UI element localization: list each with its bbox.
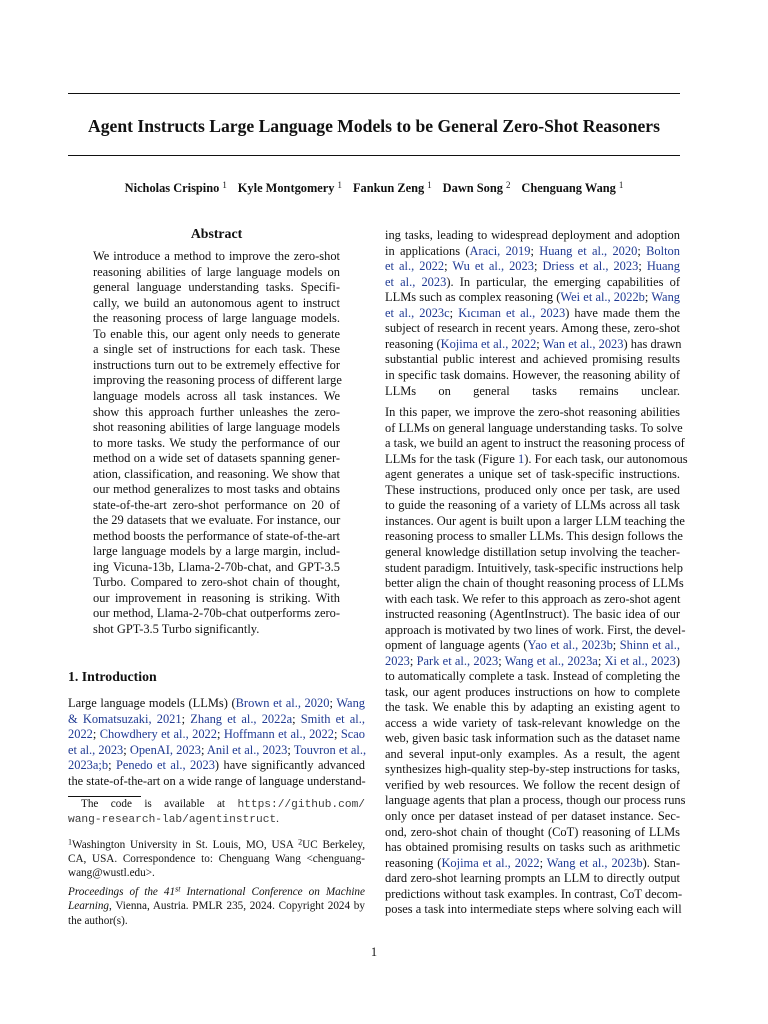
- citation-link[interactable]: Wang: [336, 696, 366, 711]
- text-run: substantial public interest and achieved promising results: [385, 352, 680, 367]
- italic-text: Proceedings of the: [68, 885, 164, 898]
- text-line: [68, 914, 365, 929]
- citation-link[interactable]: 2023: [385, 653, 410, 668]
- author: [521, 181, 623, 195]
- text-line: [93, 420, 340, 436]
- text-run: our method generalizes to most tasks and obtains: [93, 482, 340, 497]
- citation-link[interactable]: OpenAI, 2023: [129, 742, 202, 757]
- text-line: [385, 337, 680, 353]
- text-line: [93, 622, 340, 638]
- text-run: , Vienna, Austria. PMLR 235, 2024. Copyright 2024 by: [109, 900, 365, 913]
- citation-link[interactable]: Scao: [340, 727, 365, 742]
- text-run: dard zero-shot learning prompts an LLM to directly output: [385, 871, 680, 886]
- text-line: [93, 265, 340, 281]
- text-line: [385, 451, 688, 468]
- text-run: a single set of instructions for each task. These: [93, 342, 340, 357]
- text-line: [93, 296, 340, 312]
- footnote-proceedings: [68, 885, 365, 929]
- text-line: [385, 483, 680, 499]
- text-run: ;: [597, 653, 605, 668]
- text-run: Turbo. Compared to zero-shot chain of thought,: [93, 575, 340, 590]
- text-run: These instructions, produced only once per task, are used: [385, 482, 680, 497]
- text-line: [385, 306, 680, 322]
- text-run: shot GPT-3.5 Turbo significantly.: [93, 621, 260, 636]
- text-line: [93, 280, 340, 296]
- text-run: to more tasks. We study the performance of our: [93, 435, 340, 450]
- text-run: instructed reasoning (AgentInstruct). The basic idea of our: [385, 607, 680, 622]
- text-line: [385, 513, 685, 530]
- text-run: language agents that plan a process, though our process runs: [385, 793, 686, 808]
- text-run: synthesizes high-quality step-by-step instructions for tasks,: [385, 762, 680, 777]
- text-run: large language models by a large margin, includ-: [93, 544, 340, 559]
- text-run: ;: [333, 727, 341, 742]
- text-run: approach is motivated by two lines of work. First, the devel-: [385, 622, 686, 637]
- text-line: [93, 560, 340, 576]
- text-line: [385, 529, 683, 545]
- introduction-paragraph: [68, 696, 365, 789]
- author-affiliation-mark: 1: [222, 180, 227, 191]
- text-run: In this paper, we improve the zero-shot reasoning abilities: [385, 405, 680, 420]
- text-run: the task. We enable this by adapting an existing agent to: [385, 700, 680, 715]
- author: [353, 181, 432, 195]
- text-line: [385, 228, 680, 244]
- text-run: .: [276, 813, 279, 825]
- text-run: method on a wide set of datasets spanning gener-: [93, 451, 340, 466]
- text-run: ;: [637, 243, 647, 258]
- author: [238, 181, 342, 195]
- citation-link[interactable]: Wang et al., 2023a: [504, 653, 598, 668]
- text-line: [93, 529, 340, 545]
- text-run: poses a task into intermediate steps where solving each will: [385, 902, 682, 917]
- text-line: [93, 311, 340, 327]
- text-line: [68, 885, 365, 900]
- text-run: subject of research in recent years. Among these, zero-shot: [385, 321, 680, 336]
- citation-link[interactable]: 2022: [68, 727, 93, 742]
- text-run: LLMs such as complex reasoning (: [385, 290, 561, 305]
- text-run: the state-of-the-art on a wide range of language understand-: [68, 773, 366, 788]
- text-line: [93, 606, 340, 622]
- text-line: [385, 498, 680, 514]
- text-line: [93, 389, 340, 405]
- text-run: wang@wustl.edu>.: [68, 867, 155, 879]
- text-line: [93, 544, 340, 560]
- superscript: st: [175, 884, 181, 894]
- citation-link[interactable]: Huang et al., 2020: [539, 243, 638, 258]
- text-run: ;: [530, 243, 540, 258]
- text-line: [68, 866, 365, 880]
- text-line: [93, 513, 340, 529]
- citation-link[interactable]: Smith et al.,: [300, 711, 365, 726]
- author-name: Kyle Montgomery: [237, 181, 335, 195]
- text-line: [68, 852, 365, 866]
- text-line: [385, 420, 683, 437]
- text-run: student paradigm. Intuitively, task-specific instructions help: [385, 560, 683, 575]
- text-line: [385, 622, 686, 639]
- code-url-link[interactable]: https://github.com/: [237, 799, 365, 811]
- text-line: [385, 654, 680, 670]
- text-line: [93, 575, 340, 591]
- text-line: [385, 592, 680, 608]
- text-run: has obtained promising results on tasks such as arithmetic: [385, 840, 680, 855]
- citation-link[interactable]: Anil et al., 2023: [206, 742, 288, 757]
- text-line: [385, 825, 680, 841]
- text-line: [385, 368, 680, 384]
- citation-link[interactable]: Bolton: [646, 243, 680, 258]
- text-line: [68, 797, 365, 812]
- text-line: [68, 743, 365, 759]
- text-run: with each task. We refer to this approach as zero-shot agent: [385, 591, 681, 606]
- author-affiliation-mark: 2: [505, 180, 511, 191]
- citation-link[interactable]: Zhang et al., 2022a: [190, 711, 293, 726]
- citation-link[interactable]: Kıcıman et al., 2023: [458, 305, 566, 320]
- citation-link[interactable]: Wang: [651, 290, 681, 305]
- text-run: ;: [181, 711, 191, 726]
- abstract-heading: Abstract: [190, 226, 243, 241]
- superscript: 2: [298, 837, 303, 847]
- text-run: verified by web resources. We follow the recent design of: [385, 777, 680, 792]
- text-run: We introduce a method to improve the zero-shot: [93, 249, 340, 264]
- page-number: 1: [370, 945, 378, 959]
- text-line: [385, 244, 680, 260]
- text-run: a task, we build an agent to instruct the reasoning process of: [385, 436, 685, 451]
- text-run: ). For each task, our autonomous: [524, 451, 688, 466]
- text-line: [385, 436, 685, 452]
- text-line: [68, 758, 365, 774]
- author-affiliation-mark: 1: [337, 180, 342, 191]
- citation-link[interactable]: Wan et al., 2023: [542, 336, 624, 351]
- text-line: [385, 576, 684, 592]
- text-run: general knowledge distillation setup involving the teacher-: [385, 544, 680, 559]
- author-name: Nicholas Crispino: [124, 181, 220, 195]
- author-affiliation-mark: 1: [618, 180, 624, 191]
- text-run: access a wide variety of task-relevant knowledge on the: [385, 715, 680, 730]
- text-run: Washington University in St. Louis, MO, USA: [72, 839, 299, 851]
- text-run: agent generates a unique set of task-specific instructions.: [385, 467, 680, 482]
- text-run: to guide the reasoning of a variety of LLMs across all task: [385, 498, 680, 513]
- text-line: [385, 352, 680, 368]
- text-run: The code is available at: [81, 798, 238, 810]
- text-line: [385, 290, 680, 306]
- text-line: [385, 886, 683, 903]
- text-line: [93, 451, 340, 467]
- text-run: opment of language agents (: [385, 638, 528, 653]
- text-line: [385, 793, 686, 809]
- text-run: ) have made them the: [565, 305, 681, 320]
- text-run: ing Vicuna-13b, Llama-2-70b-chat, and GPT-3.5: [93, 559, 340, 574]
- text-run: reasoning abilities of large language models on: [93, 264, 340, 279]
- text-run: and several input-only examples. As a result, the agent: [385, 746, 680, 761]
- text-line: [385, 809, 680, 825]
- text-run: LLMs for the task (Figure: [385, 451, 518, 466]
- text-line: [385, 321, 680, 337]
- text-run: ;: [108, 758, 116, 773]
- text-line: [385, 871, 680, 887]
- text-line: [385, 840, 680, 856]
- citation-link[interactable]: Penedo et al., 2023: [115, 758, 215, 773]
- text-run: instructions turn out to be extremely effective for: [93, 357, 340, 372]
- citation-link[interactable]: Huang: [646, 259, 680, 274]
- text-line: [385, 762, 680, 778]
- text-run: ;: [449, 305, 459, 320]
- text-run: method boosts the performance of state-of-the-art: [93, 528, 340, 543]
- text-line: [385, 778, 680, 794]
- text-run: ;: [123, 742, 130, 757]
- text-run: reasoning process to smaller LLMs. This design follows the: [385, 529, 683, 544]
- text-run: our improvement in reasoning is striking. With: [93, 590, 340, 605]
- text-line: [385, 856, 680, 872]
- text-run: instances. Our agent is built upon a larger LLM teaching the: [385, 513, 685, 528]
- citation-link[interactable]: Driess et al., 2023: [542, 259, 639, 274]
- text-line: [93, 358, 340, 374]
- title-rule-top: [68, 93, 680, 94]
- text-run: show this approach further unleashes the zero-: [93, 404, 340, 419]
- text-run: web, given basic task information such as the dataset name: [385, 731, 680, 746]
- text-run: ) has drawn: [623, 336, 682, 351]
- text-line: [385, 747, 680, 763]
- text-line: [385, 405, 680, 421]
- text-run: Large language models (LLMs) (: [68, 696, 236, 711]
- citation-link[interactable]: Araci, 2019: [469, 243, 531, 258]
- text-line: [93, 373, 340, 389]
- text-run: ;: [644, 290, 652, 305]
- text-line: [68, 727, 365, 743]
- author: [443, 181, 511, 195]
- citation-link[interactable]: & Komatsuzaki, 2021: [68, 711, 182, 726]
- text-run: improving the reasoning process of different large: [93, 373, 342, 388]
- citation-link[interactable]: Brown et al., 2020: [235, 696, 330, 711]
- text-line: [68, 696, 365, 712]
- text-run: ;: [498, 653, 505, 668]
- text-line: [93, 467, 340, 483]
- text-line: [68, 712, 365, 728]
- text-line: [93, 591, 340, 607]
- text-run: To enable this, our agent only needs to generate: [93, 326, 340, 341]
- text-run: task, our agent produces instructions on how to complete: [385, 684, 680, 699]
- citation-link[interactable]: Wu et al., 2023: [452, 259, 534, 274]
- right-column-paragraph-1: [385, 228, 680, 399]
- text-run: ;: [92, 727, 100, 742]
- text-run: ation, classification, and reasoning. We show that: [93, 466, 340, 481]
- author-list: [68, 179, 680, 197]
- introduction-heading: 1. Introduction: [68, 669, 157, 684]
- text-line: [93, 342, 340, 358]
- text-line: [385, 545, 680, 561]
- citation-link[interactable]: et al., 2023: [68, 742, 124, 757]
- text-run: cally, we build an autonomous agent to instruct: [93, 295, 340, 310]
- text-run: ;: [287, 742, 294, 757]
- title-rule-bottom: [68, 155, 680, 156]
- text-line: [93, 498, 340, 514]
- italic-text: 41: [163, 885, 176, 898]
- text-run: state-of-the-art zero-shot performance on 20 of: [93, 497, 340, 512]
- text-run: ). In particular, the emerging capabilities of: [446, 274, 681, 289]
- text-run: ) have significantly advanced: [214, 758, 365, 773]
- text-line: [385, 685, 680, 701]
- text-run: ;: [539, 855, 547, 870]
- text-run: reasoning (: [385, 336, 441, 351]
- text-run: ;: [533, 259, 543, 274]
- text-run: ;: [638, 259, 647, 274]
- text-run: to automatically complete a task. Instead of completing the: [385, 669, 680, 684]
- text-run: in specific task domains. However, the reasoning ability of: [385, 367, 680, 382]
- text-run: better align the chain of thought reasoning process of LLMs: [385, 576, 684, 591]
- citation-link[interactable]: Xi et al., 2023: [604, 653, 676, 668]
- text-line: [385, 259, 680, 275]
- text-run: ;: [329, 696, 337, 711]
- citation-link[interactable]: 1: [518, 451, 525, 466]
- citation-link[interactable]: et al., 2022: [385, 259, 445, 274]
- text-run: only once per dataset instead of per dataset instance. Sec-: [385, 809, 680, 823]
- text-line: [385, 607, 680, 623]
- text-line: [68, 838, 365, 852]
- text-line: [93, 327, 340, 343]
- citation-link[interactable]: Touvron et al.,: [293, 742, 367, 757]
- text-run: the 29 datasets that we evaluate. For instance, our: [93, 513, 341, 528]
- footnote-affiliations: [68, 838, 365, 880]
- text-run: CA, USA. Correspondence to: Chenguang Wang <chenguang-: [68, 853, 365, 865]
- text-line: [385, 384, 680, 400]
- text-run: ond, zero-shot chain of thought (CoT) reasoning of LLMs: [385, 824, 680, 839]
- footnote-code-availability: [68, 797, 365, 827]
- text-run: ). Stan-: [642, 855, 681, 870]
- author-name: Dawn Song: [442, 181, 503, 195]
- text-line: [68, 899, 365, 914]
- text-line: [385, 716, 680, 732]
- citation-link[interactable]: Park et al., 2023: [416, 653, 499, 668]
- text-run: ;: [612, 638, 620, 653]
- text-line: [68, 774, 365, 790]
- text-run: the reasoning process of large language models.: [93, 311, 340, 326]
- abstract-body: [93, 249, 340, 637]
- code-url-link[interactable]: wang-research-lab/agentinstruct: [68, 814, 277, 826]
- text-line: [385, 669, 680, 685]
- text-run: LLMs on general tasks remains unclear.: [385, 383, 680, 398]
- text-line: [385, 700, 680, 716]
- italic-text: International Conference on Machine: [180, 885, 365, 898]
- text-run: ): [675, 653, 680, 668]
- text-line: [385, 560, 683, 577]
- citation-link[interactable]: Kojima et al., 2022: [440, 336, 537, 351]
- text-run: ;: [201, 742, 207, 757]
- text-run: ;: [536, 336, 543, 351]
- text-run: shot reasoning abilities of large language models: [93, 420, 340, 435]
- text-run: ing tasks, leading to widespread deployment and adoption: [385, 228, 680, 243]
- citation-link[interactable]: Wei et al., 2022b: [560, 290, 645, 305]
- text-run: ;: [216, 727, 224, 742]
- citation-link[interactable]: Hoffmann et al., 2022: [223, 727, 334, 742]
- text-line: [385, 902, 680, 918]
- text-line: [93, 436, 340, 452]
- citation-link[interactable]: Yao et al., 2023b: [527, 638, 613, 653]
- italic-text: Learning: [68, 900, 110, 913]
- right-column-paragraph-2: [385, 405, 688, 918]
- citation-link[interactable]: Wang et al., 2023b: [546, 855, 643, 870]
- citation-link[interactable]: 2023a;b: [68, 758, 109, 773]
- author-name: Fankun Zeng: [352, 181, 425, 195]
- citation-link[interactable]: et al., 2023c: [385, 305, 450, 320]
- citation-link[interactable]: Kojima et al., 2022: [441, 855, 540, 870]
- text-line: [385, 275, 680, 291]
- author: [125, 181, 227, 195]
- text-run: the author(s).: [68, 914, 128, 927]
- text-run: language models across all task instances. We: [93, 388, 340, 403]
- text-line: [385, 467, 680, 483]
- text-run: reasoning (: [385, 855, 442, 870]
- text-run: our method, Llama-2-70b-chat outperforms zero-: [93, 606, 340, 621]
- text-run: ;: [292, 711, 301, 726]
- text-run: predictions without task examples. In contrast, CoT decom-: [385, 886, 683, 901]
- text-line: [68, 812, 365, 827]
- text-run: of LLMs on general language understanding tasks. To solve: [385, 420, 683, 435]
- text-run: UC Berkeley,: [302, 839, 366, 851]
- citation-link[interactable]: et al., 2023: [385, 274, 447, 289]
- text-line: [93, 249, 340, 265]
- citation-link[interactable]: Shinn et al.,: [619, 638, 680, 653]
- text-line: [385, 731, 680, 747]
- text-line: [93, 405, 340, 421]
- text-line: [385, 638, 680, 654]
- text-run: ;: [444, 259, 453, 274]
- text-line: [93, 482, 340, 498]
- text-run: ;: [409, 653, 417, 668]
- text-run: in applications (: [385, 243, 470, 258]
- author-name: Chenguang Wang: [521, 181, 616, 195]
- paper-title: Agent Instructs Large Language Models to be General Zero-Shot Reasoners: [88, 116, 660, 136]
- superscript: 1: [68, 837, 73, 847]
- author-affiliation-mark: 1: [427, 180, 432, 191]
- text-run: general language understanding tasks. Specifi-: [93, 280, 340, 295]
- citation-link[interactable]: Chowdhery et al., 2022: [99, 727, 217, 742]
